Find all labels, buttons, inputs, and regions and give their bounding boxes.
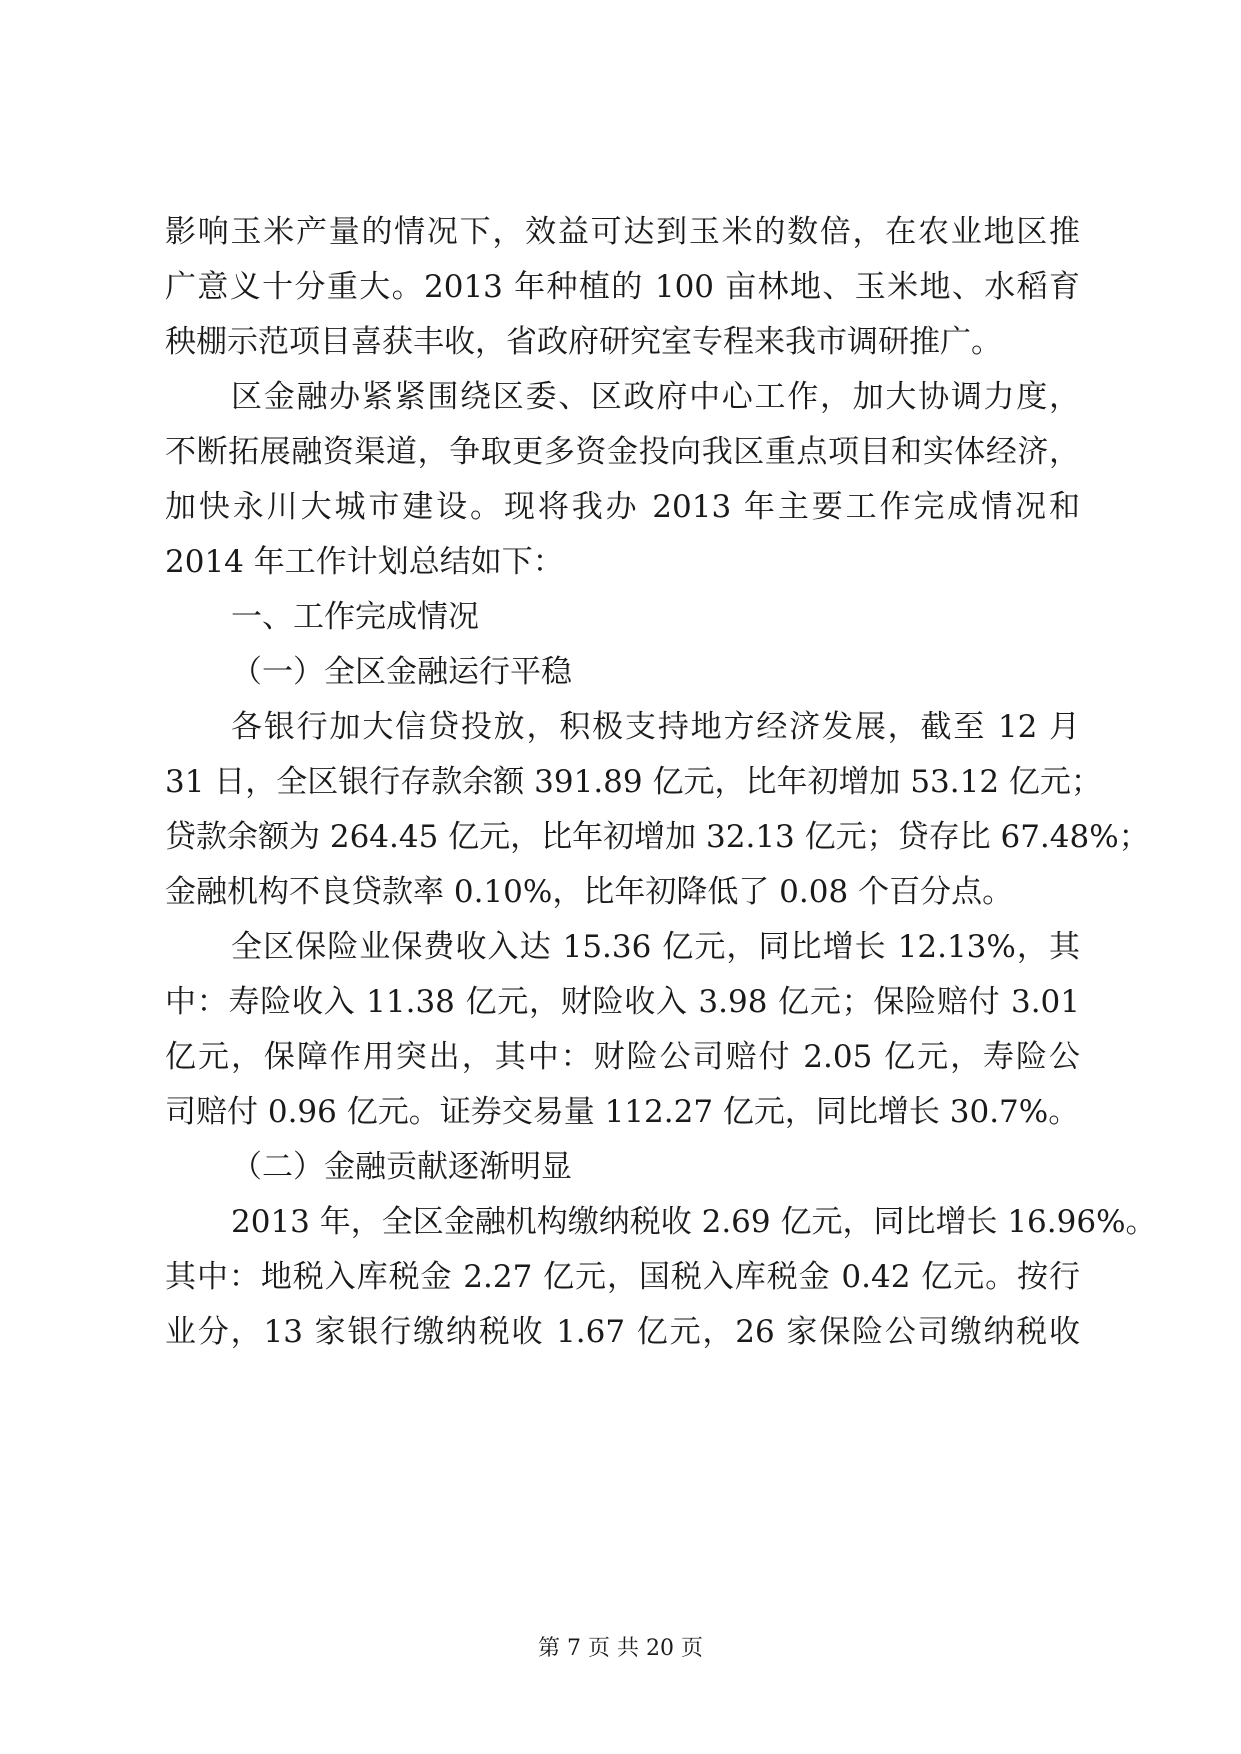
- text-line: 31 日，全区银行存款余额 391.89 亿元，比年初增加 53.12 亿元；: [165, 764, 1102, 800]
- text-line: 其中：地税入库税金 2.27 亿元，国税入库税金 0.42 亿元。按行: [165, 1259, 1080, 1295]
- text-line: 亿元，保障作用突出，其中：财险公司赔付 2.05 亿元，寿险公: [165, 1039, 1080, 1075]
- text-line: 秧棚示范项目喜获丰收，省政府研究室专程来我市调研推广。: [165, 324, 1002, 360]
- subsection-heading: （二）金融贡献逐渐明显: [231, 1149, 572, 1185]
- text-line: 区金融办紧紧围绕区委、区政府中心工作，加大协调力度，: [231, 379, 1080, 415]
- text-line: 金融机构不良贷款率 0.10%，比年初降低了 0.08 个百分点。: [165, 874, 1014, 910]
- text-line: 不断拓展融资渠道，争取更多资金投向我区重点项目和实体经济，: [165, 434, 1080, 470]
- text-line: 加快永川大城市建设。现将我办 2013 年主要工作完成情况和: [165, 489, 1080, 525]
- text-line: 广意义十分重大。2013 年种植的 100 亩林地、玉米地、水稻育: [165, 269, 1080, 305]
- page-number-footer: 第 7 页 共 20 页: [538, 1636, 703, 1661]
- text-line: 司赔付 0.96 亿元。证券交易量 112.27 亿元，同比增长 30.7%。: [165, 1094, 1080, 1130]
- text-line: 业分，13 家银行缴纳税收 1.67 亿元，26 家保险公司缴纳税收: [165, 1314, 1080, 1350]
- text-line: 影响玉米产量的情况下，效益可达到玉米的数倍，在农业地区推: [165, 214, 1080, 250]
- text-line: 全区保险业保费收入达 15.36 亿元，同比增长 12.13%，其: [231, 929, 1080, 965]
- text-line: 2014 年工作计划总结如下：: [165, 544, 564, 580]
- text-line: 贷款余额为 264.45 亿元，比年初增加 32.13 亿元；贷存比 67.48%；: [165, 819, 1150, 855]
- text-line: 中：寿险收入 11.38 亿元，财险收入 3.98 亿元；保险赔付 3.01: [165, 984, 1080, 1020]
- text-line: 各银行加大信贷投放，积极支持地方经济发展，截至 12 月: [231, 709, 1080, 745]
- section-heading: 一、工作完成情况: [231, 599, 479, 635]
- subsection-heading: （一）全区金融运行平稳: [231, 654, 572, 690]
- text-line: 2013 年，全区金融机构缴纳税收 2.69 亿元，同比增长 16.96%。: [231, 1204, 1157, 1240]
